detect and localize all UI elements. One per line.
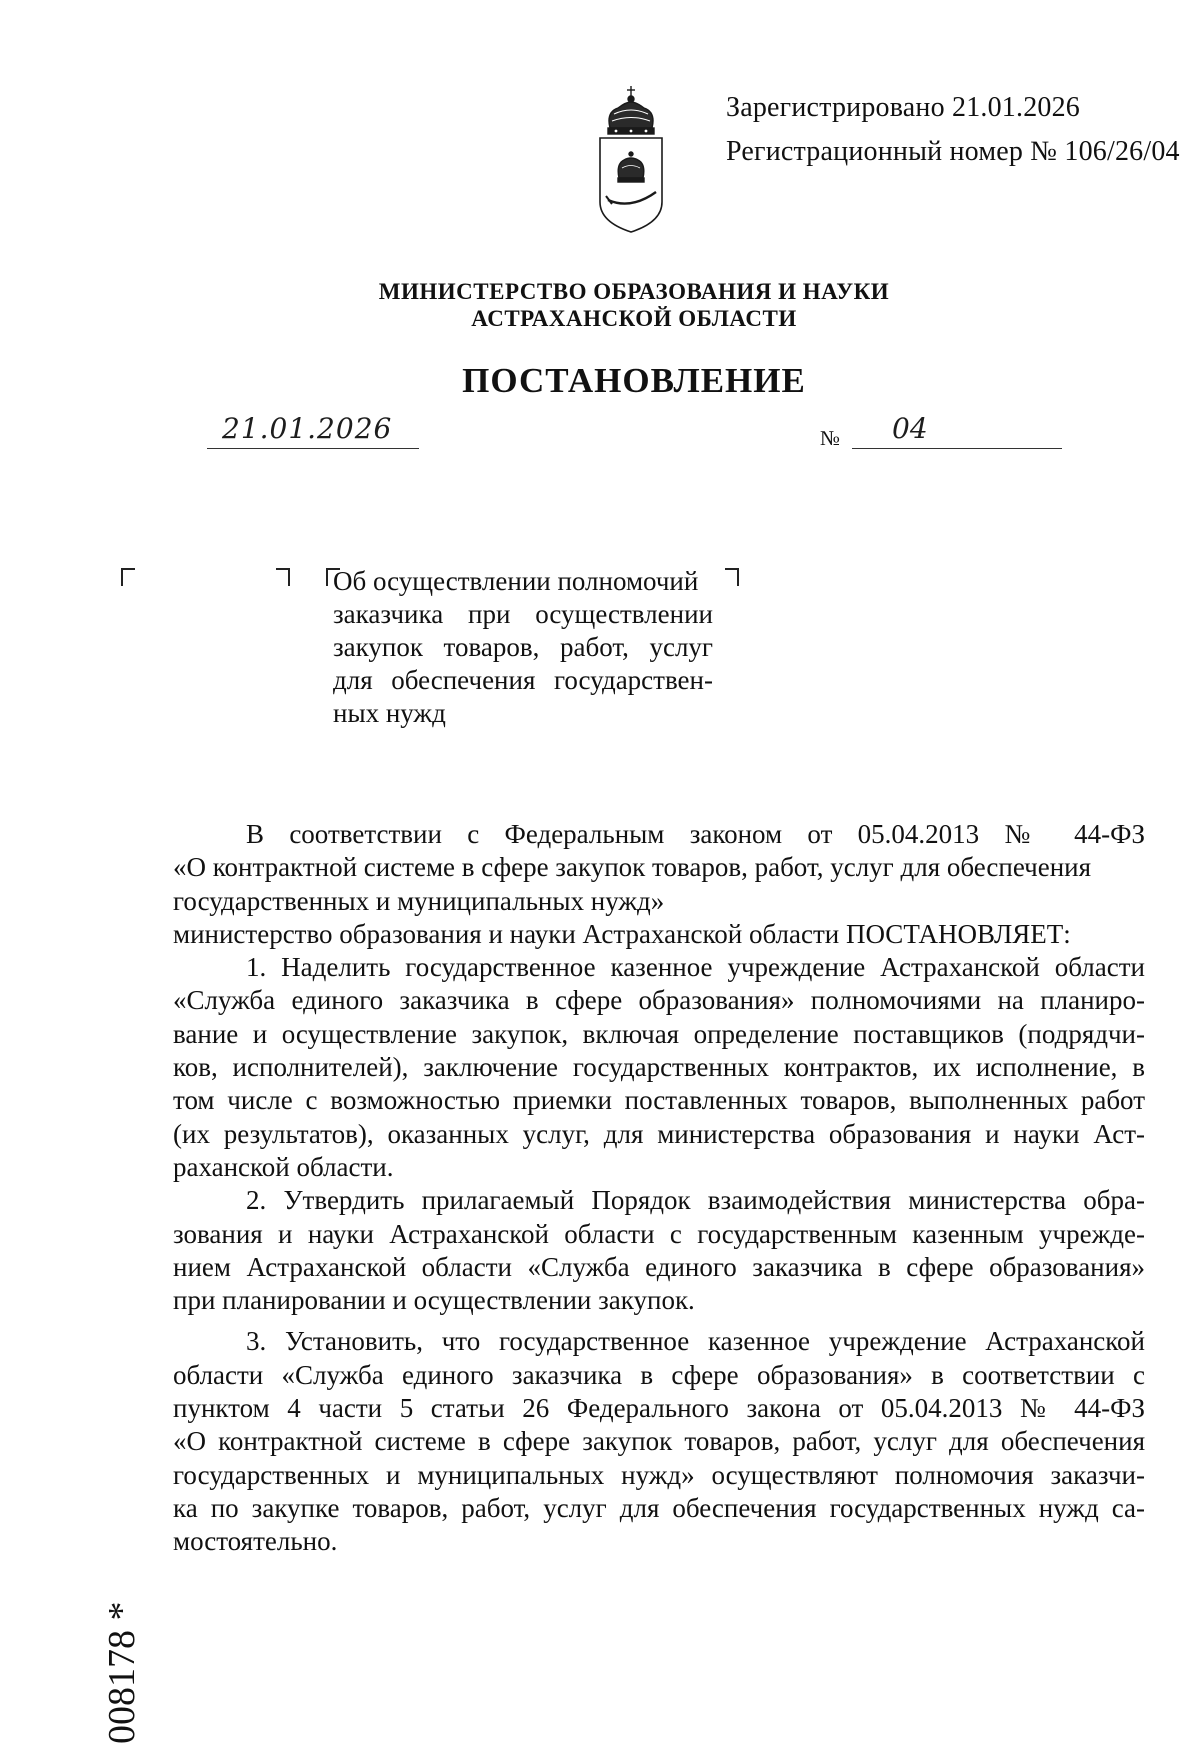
item-3-line: пунктом 4 части 5 статьи 26 Федерального закона от 05.04.2013 № 44-ФЗ xyxy=(173,1393,1145,1424)
item-1-line: раханской области. xyxy=(173,1151,394,1182)
item-2-line: при планировании и осуществлении закупок. xyxy=(173,1285,695,1316)
item-3-line: ка по закупке товаров, работ, услуг для обеспечения государственных нужд са- xyxy=(173,1492,1145,1523)
registration-date: Зарегистрировано 21.01.2026 xyxy=(726,92,1081,123)
item-1-line: (их результатов), оказанных услуг, для министерства образования и науки Аст- xyxy=(173,1118,1145,1149)
number-sign: № xyxy=(820,426,841,450)
margin-serial-stamp xyxy=(92,1540,152,1750)
ministry-name-line-1: МИНИСТЕРСТВО ОБРАЗОВАНИЯ И НАУКИ xyxy=(378,279,890,304)
handwritten-date: 21.01.2026 xyxy=(222,412,393,445)
date-underline xyxy=(207,448,419,449)
subject-block xyxy=(333,565,713,730)
number-underline xyxy=(852,448,1062,449)
item-3-line: 3. Установить, что государственное казенное учреждение Астраханской xyxy=(246,1326,1145,1357)
item-1-line: том числе с возможностью приемки поставленных товаров, выполненных работ xyxy=(173,1085,1145,1116)
item-2-line: нием Астраханской области «Служба единого заказчика в сфере образования» xyxy=(173,1251,1145,1282)
item-2-line: зования и науки Астраханской области с государственным казенным учрежде- xyxy=(173,1218,1145,1249)
item-1-line: «Служба единого заказчика в сфере образования» полномочиями на планиро- xyxy=(173,985,1145,1016)
item-3-line: мостоятельно. xyxy=(173,1526,338,1557)
preamble-line: министерство образования и науки Астраханской области ПОСТАНОВЛЯЕТ: xyxy=(173,918,1071,949)
subject-line: заказчика при осуществлении xyxy=(333,599,713,629)
subject-line: ных нужд xyxy=(333,698,446,728)
item-3-line: государственных и муниципальных нужд» осуществляют полномочия заказчи- xyxy=(173,1459,1145,1490)
preamble-line: государственных и муниципальных нужд» xyxy=(173,885,665,916)
subject-line: для обеспечения государствен- xyxy=(333,665,713,695)
margin-serial-text: 008178 * xyxy=(101,1601,143,1744)
item-3-line: «О контрактной системе в сфере закупок товаров, работ, услуг для обеспечения xyxy=(173,1426,1145,1457)
subject-line: Об осуществлении полномочий xyxy=(333,566,699,596)
subject-line: закупок товаров, работ, услуг xyxy=(333,632,713,662)
preamble-line: В соответствии с Федеральным законом от 05.04.2013 № 44-ФЗ xyxy=(246,819,1145,849)
item-1-line: 1. Наделить государственное казенное учреждение Астраханской области xyxy=(246,952,1145,983)
corner-bracket-right-top xyxy=(276,568,290,586)
registration-number: Регистрационный номер № 106/26/04 xyxy=(726,136,1180,167)
document-type-title: ПОСТАНОВЛЕНИЕ xyxy=(462,361,806,400)
item-3-line: области «Служба единого заказчика в сфере образования» в соответствии с xyxy=(173,1359,1145,1390)
item-1-line: вание и осуществление закупок, включая определение поставщиков (подрядчи- xyxy=(173,1018,1145,1049)
coat-of-arms-icon xyxy=(596,84,666,234)
corner-bracket-left-top xyxy=(121,568,135,586)
handwritten-number: 04 xyxy=(892,412,928,445)
item-1-line: ков, исполнителей), заключение государственных контрактов, их исполнение, в xyxy=(173,1052,1145,1083)
item-2-line: 2. Утвердить прилагаемый Порядок взаимодействия министерства обра- xyxy=(246,1185,1145,1216)
preamble-line: «О контрактной системе в сфере закупок товаров, работ, услуг для обеспечения xyxy=(173,852,1092,883)
subject-bracket-right xyxy=(725,568,739,586)
document-body xyxy=(173,818,1145,1559)
ministry-name-line-2: АСТРАХАНСКОЙ ОБЛАСТИ xyxy=(471,306,797,331)
